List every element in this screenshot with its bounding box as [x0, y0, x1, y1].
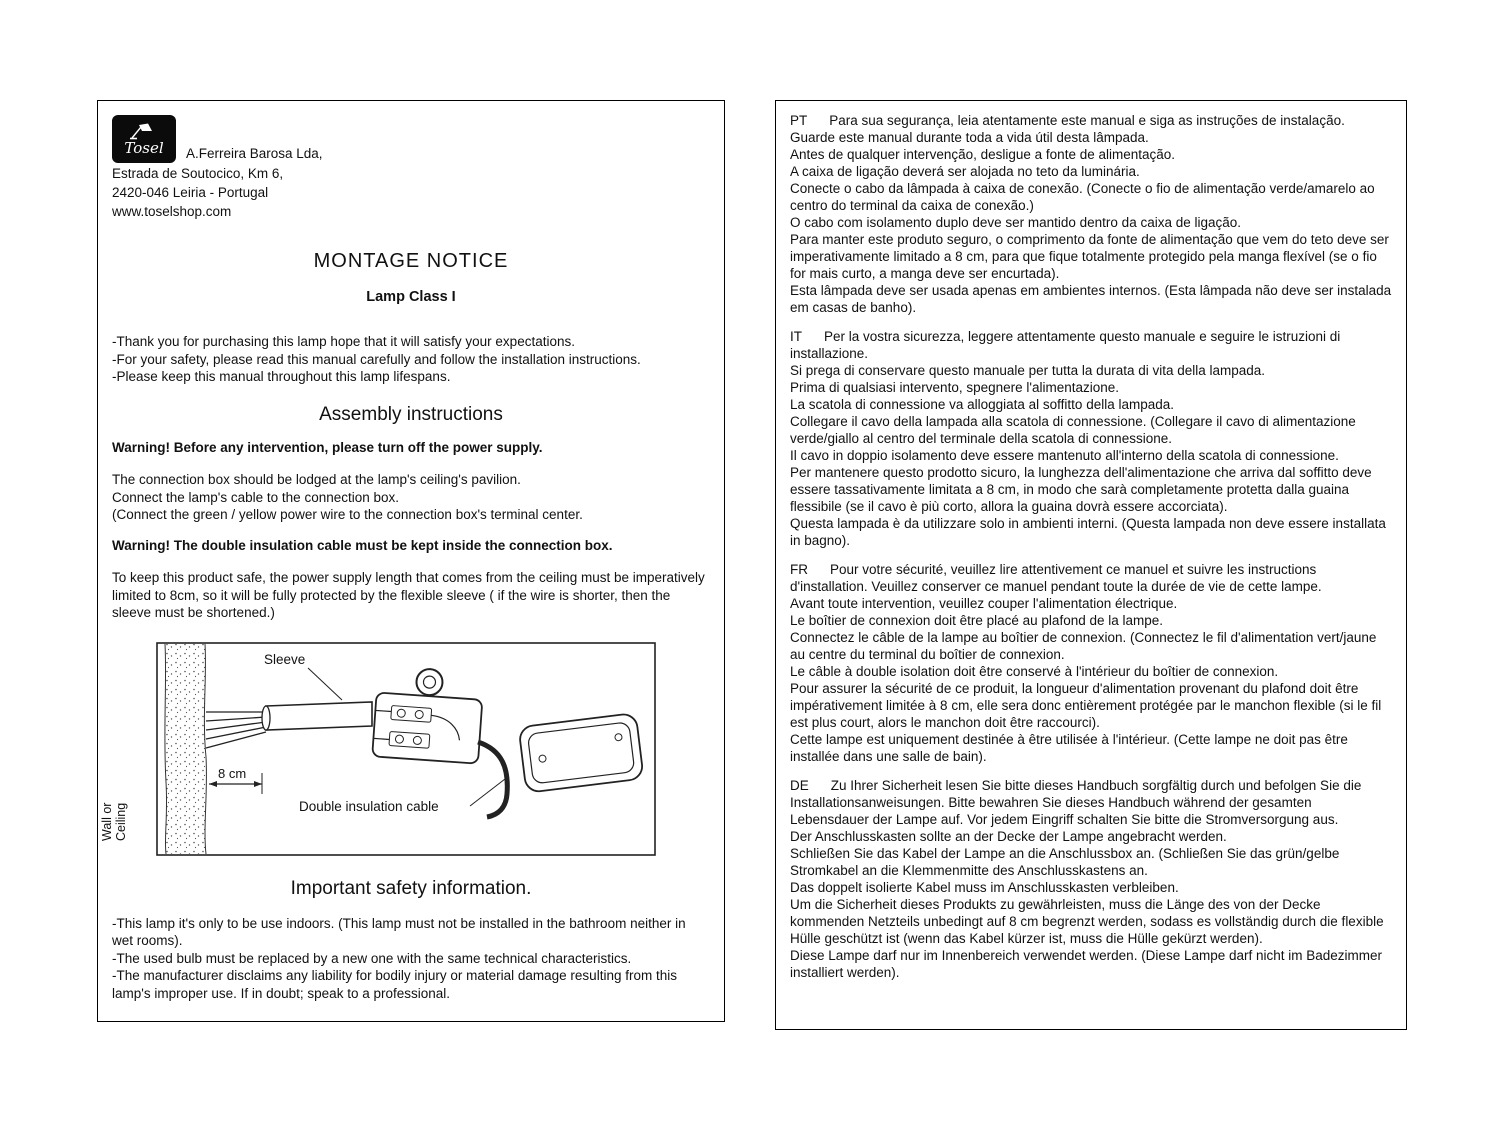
sleeve-shape [262, 702, 372, 730]
assembly-diagram-svg [156, 642, 656, 856]
montage-notice-panel [97, 100, 725, 1022]
text-line: Esta lâmpada deve ser usada apenas em ambientes internos. (Esta lâmpada não deve ser instalada em casas de banho). [790, 283, 1392, 315]
lang-lines [790, 595, 1392, 765]
document-title: MONTAGE NOTICE [313, 250, 509, 272]
lang-first-line [790, 112, 1392, 129]
lang-section-fr [790, 561, 1392, 765]
text-line: Si prega di conservare questo manuale per tutta la durata di vita della lampada. [790, 363, 1266, 378]
text-line: Prima di qualsiasi intervento, spegnere l'alimentazione. [790, 380, 1120, 395]
lamp-icon [129, 122, 159, 140]
text-line: Per mantenere questo prodotto sicuro, la lunghezza dell'alimentazione che arriva dal soffitto deve essere tassativamente limitata a 8 cm, in modo che sarà completamente protetta dalla guaina flessibile (se il cavo è più corto, allora la guaina dovrà essere accorciata). [790, 465, 1372, 514]
lang-section-pt [790, 112, 1392, 316]
connection-instructions [112, 471, 710, 524]
logo-wordmark: Tosel [124, 139, 164, 157]
text-line: Collegare il cavo della lampada alla scatola di connessione. (Collegare il cavo di alimentazione verde/giallo al centro del terminale della scatola di connessione. [790, 414, 1356, 446]
wall-hatch [165, 644, 207, 854]
address-line-1: Estrada de Soutocico, Km 6, [112, 166, 284, 181]
text-line: Conecte o cabo da lâmpada à caixa de conexão. (Conecte o fio de alimentação verde/amarelo ao centro do terminal da caixa de conexão.) [790, 181, 1375, 213]
text-line: Le boîtier de connexion doit être placé au plafond de la lampe. [790, 613, 1164, 628]
text-line: La scatola di connessione va alloggiata al soffitto della lampada. [790, 397, 1175, 412]
text-line: Pour assurer la sécurité de ce produit, la longueur d'alimentation provenant du plafond doit être impérativement limitée à 8 cm, elle sera donc entièrement protégée par le manchon flexible (si le fil est plus court, alors le manchon doit être raccourci). [790, 681, 1382, 730]
lang-first-line [790, 328, 1392, 362]
double-insulation-label: Double insulation cable [299, 798, 439, 814]
text-line: -The used bulb must be replaced by a new one with the same technical characteristics. [112, 950, 632, 966]
brand-header [112, 115, 710, 163]
text-line: The connection box should be lodged at the lamp's ceiling's pavilion. [112, 472, 521, 487]
text-line: Avant toute intervention, veuillez couper l'alimentation électrique. [790, 596, 1178, 611]
text-line: -Please keep this manual throughout this lamp lifespans. [112, 369, 451, 384]
lang-lines [790, 828, 1392, 981]
text-line: O cabo com isolamento duplo deve ser mantido dentro da caixa de ligação. [790, 215, 1242, 230]
document-subtitle: Lamp Class I [366, 289, 456, 305]
lang-text: Pour votre sécurité, veuillez lire attentivement ce manuel et suivre les instructions d'installation. Veuillez conserver ce manuel pendant toute la durée de vie de cette lampe. [790, 562, 1322, 594]
wall-ceiling-label [100, 771, 128, 841]
lang-code-it: IT [790, 329, 802, 344]
lang-first-line [790, 561, 1392, 595]
lang-section-de [790, 777, 1392, 981]
website-url: www.toselshop.com [112, 204, 232, 219]
text-line: Antes de qualquer intervenção, desligue a fonte de alimentação. [790, 147, 1176, 162]
text-line: Der Anschlusskasten sollte an der Decke der Lampe angebracht werden. [790, 829, 1227, 844]
lang-text: Per la vostra sicurezza, leggere attentamente questo manuale e seguire le istruzioni di installazione. [790, 329, 1341, 361]
address-line-2: 2420-046 Leiria - Portugal [112, 185, 269, 200]
lang-code-pt: PT [790, 113, 808, 128]
lang-code-de: DE [790, 778, 809, 793]
sleeve-instructions: To keep this product safe, the power supply length that comes from the ceiling must be imperatively limited to 8cm, so it will be fully protected by the flexible sleeve ( if the wire is shorter, then the sleeve must be shortened.) [112, 570, 705, 620]
text-line: Diese Lampe darf nur im Innenbereich verwendet werden. (Diese Lampe darf nicht im Badezimmer installiert werden). [790, 948, 1383, 980]
sleeve-label: Sleeve [264, 651, 306, 667]
text-line: Cette lampe est uniquement destinée à être utilisée à l'intérieur. (Cette lampe ne doit pas être installée dans une salle de bain). [790, 732, 1348, 764]
translations-panel [775, 100, 1407, 1030]
wall-label-line1: Wall or [100, 802, 114, 841]
text-line: Um die Sicherheit dieses Produkts zu gewährleisten, muss die Länge des von der Decke kommenden Netzteils unbedingt auf 8 cm begrenzt werden, sodass es vollständig durch die flexible Hülle geschützt ist (wenn das Kabel kürzer ist, muss die Hülle gekürzt werden). [790, 897, 1384, 946]
text-line: -Thank you for purchasing this lamp hope that it will satisfy your expectations. [112, 334, 575, 349]
lang-text: Para sua segurança, leia atentamente este manual e siga as instruções de instalação. [829, 113, 1345, 128]
text-line: -The manufacturer disclaims any liability for bodily injury or material damage resulting from this lamp's improper use. If in doubt; speak to a professional. [112, 968, 677, 1001]
wall-label-line2: Ceiling [114, 802, 128, 841]
text-line: (Connect the green / yellow power wire to the connection box's terminal center. [112, 507, 583, 522]
assembly-instructions-heading: Assembly instructions [319, 403, 503, 425]
safety-paragraph [112, 915, 710, 1003]
lang-code-fr: FR [790, 562, 808, 577]
text-line: -This lamp it's only to be use indoors. (This lamp must not be installed in the bathroom neither in wet rooms). [112, 915, 686, 948]
text-line: Connectez le câble de la lampe au boîtier de connexion. (Connectez le fil d'alimentation vert/jaune au centre du terminal du boîtier de connexion. [790, 630, 1377, 662]
text-line: A caixa de ligação deverá ser alojada no teto da luminária. [790, 164, 1140, 179]
company-name: A.Ferreira Barosa Lda, [186, 146, 323, 161]
lang-text: Zu Ihrer Sicherheit lesen Sie bitte dieses Handbuch sorgfältig durch und befolgen Sie die Installationsanweisungen. Bitte bewahren Sie dieses Handbuch während der gesamten Lebensdauer der Lampe auf. Vor jedem Eingriff schalten Sie bitte die Stromversorgung aus. [790, 778, 1362, 827]
text-line: Das doppelt isolierte Kabel muss im Anschlusskasten verbleiben. [790, 880, 1179, 895]
lang-lines [790, 362, 1392, 549]
text-line: Schließen Sie das Kabel der Lampe an die Anschlussbox an. (Schließen Sie das grün/gelbe Stromkabel an die Klemmenmitte des Anschlusskastens an. [790, 846, 1340, 878]
lang-first-line [790, 777, 1392, 828]
text-line: Questa lampada è da utilizzare solo in ambienti interni. (Questa lampada non deve essere installata in bagno). [790, 516, 1386, 548]
text-line: Para manter este produto seguro, o comprimento da fonte de alimentação que vem do teto deve ser imperativamente limitado a 8 cm, para que fique totalmente protegido pela manga flexível (se o fio for mais curto, a manga deve ser encurtada). [790, 232, 1389, 281]
text-line: Le câble à double isolation doit être conservé à l'intérieur du boîtier de connexion. [790, 664, 1279, 679]
text-line: Il cavo in doppio isolamento deve essere mantenuto all'interno della scatola di connessione. [790, 448, 1339, 463]
text-line: Connect the lamp's cable to the connection box. [112, 489, 400, 505]
dimension-8cm-label: 8 cm [218, 765, 247, 781]
text-line: -For your safety, please read this manual carefully and follow the installation instructions. [112, 351, 641, 367]
warning-power-supply: Warning! Before any intervention, please turn off the power supply. [112, 439, 543, 455]
lang-section-it [790, 328, 1392, 549]
safety-information-heading: Important safety information. [290, 877, 532, 899]
lang-lines [790, 129, 1392, 316]
warning-double-insulation: Warning! The double insulation cable must be kept inside the connection box. [112, 537, 613, 553]
text-line: Guarde este manual durante toda a vida útil desta lâmpada. [790, 130, 1149, 145]
intro-paragraph [112, 333, 710, 386]
cover-plate [519, 712, 644, 792]
tosel-logo [112, 115, 176, 163]
assembly-diagram [100, 642, 656, 856]
